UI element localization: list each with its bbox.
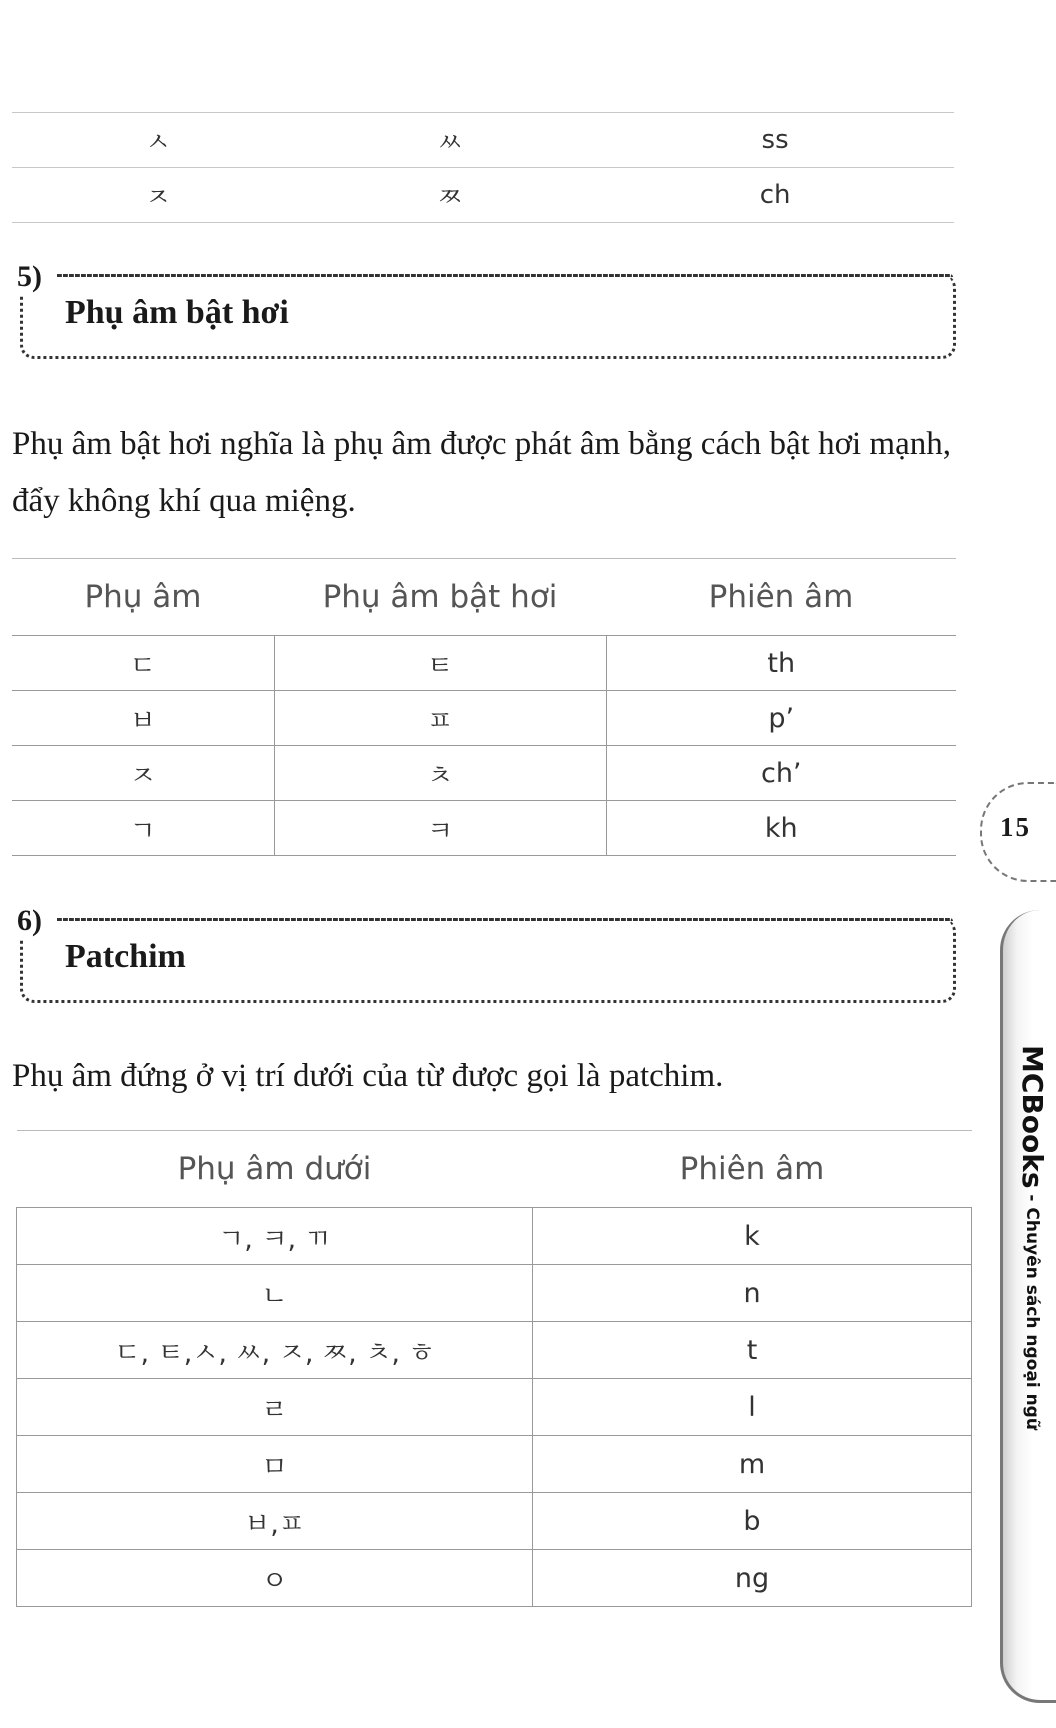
table-cell: ㅆ [304,113,596,168]
continued-consonant-table [12,112,954,223]
table-cell: th [606,636,956,691]
table-cell: n [533,1265,972,1322]
publisher-tagline: - Chuyên sách ngoại ngữ [1022,1188,1042,1430]
column-header: Phụ âm bật hơi [274,559,606,636]
table-row [17,1436,972,1493]
table-cell: ㅂ [12,691,274,746]
table-cell: ch’ [606,746,956,801]
column-header: Phụ âm dưới [17,1131,533,1208]
table-row [17,1265,972,1322]
table-cell: ㄹ [17,1379,533,1436]
publisher-brand: MCBooks [1016,1045,1049,1189]
table-cell: kh [606,801,956,856]
table-cell: ㄷ, ㅌ,ㅅ, ㅆ, ㅈ, ㅉ, ㅊ, ㅎ [17,1322,533,1379]
side-tab-text [1016,1045,1049,1430]
table-cell: ng [533,1550,972,1607]
patchim-table [16,1130,972,1607]
table-cell: ㅈ [12,746,274,801]
section-5-paragraph: Phụ âm bật hơi nghĩa là phụ âm được phát âm bằng cách bật hơi mạnh, đẩy không khí qua miệng. [12,426,952,519]
table-cell: ㄱ [12,801,274,856]
table-cell: m [533,1436,972,1493]
column-header: Phiên âm [533,1131,972,1208]
table-cell: ㅉ [304,168,596,223]
table-row [12,113,954,168]
section-5-header [17,260,956,359]
table-row [12,801,956,856]
section-6-header [17,904,956,1003]
table-cell: ㅇ [17,1550,533,1607]
table-row [12,168,954,223]
table-cell: ㅂ,ㅍ [17,1493,533,1550]
table-cell: ㅌ [274,636,606,691]
table-row [12,746,956,801]
table-cell: ㅈ [12,168,304,223]
section-title: Patchim [65,938,186,975]
page-number-badge [980,782,1056,882]
table-cell: ㄱ, ㅋ, ㄲ [17,1208,533,1265]
section-6-paragraph: Phụ âm đứng ở vị trí dưới của từ được gọi là patchim. [12,1058,724,1094]
table-cell: ㅁ [17,1436,533,1493]
table-row [17,1322,972,1379]
column-header: Phụ âm [12,559,274,636]
table-cell: ㄴ [17,1265,533,1322]
section-title: Phụ âm bật hơi [65,294,289,331]
table-header-row [12,559,956,636]
table-cell: ㅋ [274,801,606,856]
section-number: 6) [17,904,46,938]
table-cell: ㅍ [274,691,606,746]
table-row [17,1493,972,1550]
table-cell: ch [596,168,954,223]
table-header-row [17,1131,972,1208]
table-cell: ㅊ [274,746,606,801]
column-header: Phiên âm [606,559,956,636]
table-cell: ㄷ [12,636,274,691]
table-row [17,1379,972,1436]
table-row [17,1550,972,1607]
section-number: 5) [17,260,46,294]
table-cell: k [533,1208,972,1265]
table-cell: p’ [606,691,956,746]
table-cell: l [533,1379,972,1436]
table-row [12,636,956,691]
page-number: 15 [1000,812,1031,842]
table-cell: ss [596,113,954,168]
aspirated-consonant-table [12,558,956,856]
table-row [17,1208,972,1265]
table-cell: ㅅ [12,113,304,168]
table-cell: t [533,1322,972,1379]
table-row [12,691,956,746]
table-cell: b [533,1493,972,1550]
